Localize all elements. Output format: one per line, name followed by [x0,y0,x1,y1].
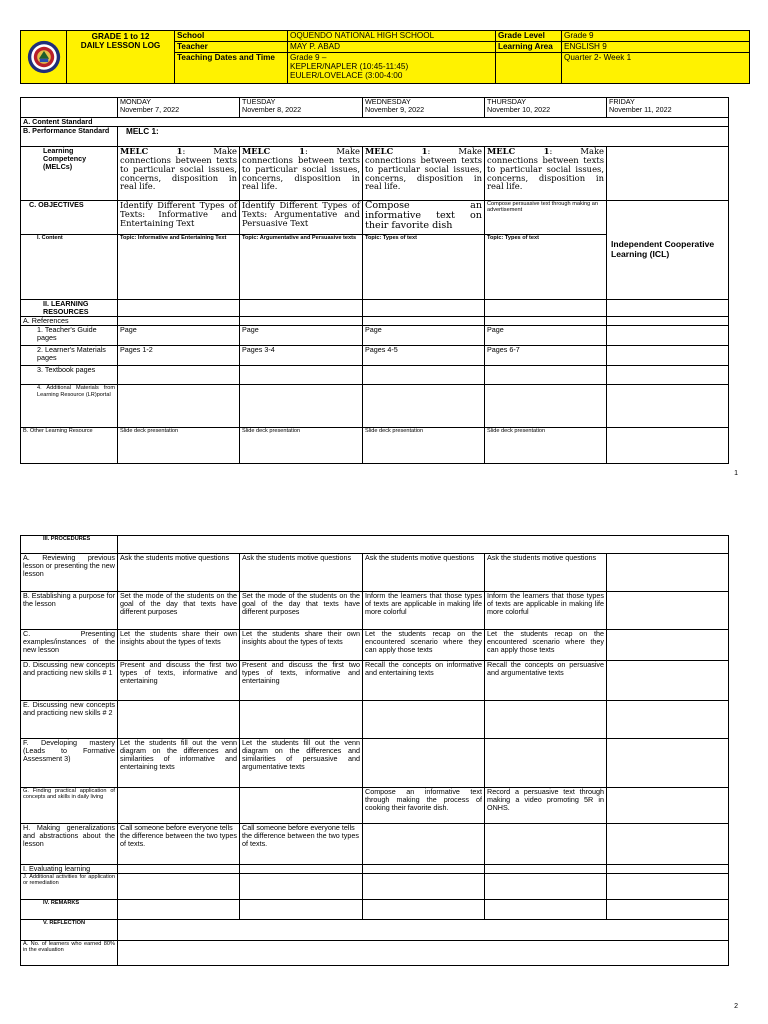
school-seal-icon [27,40,61,74]
day-wednesday [363,98,485,118]
other-value: Slide deck presentation [240,428,363,464]
proc-c-wednesday: Let the students recap on the encountered scenario where they can apply those texts [363,630,485,661]
melc-cell [363,147,485,201]
day-date: November 11, 2022 [609,105,672,115]
proc-e-label: E. Discussing new concepts and practicing new skills # 2 [21,701,118,739]
proc-i-label: I. Evaluating learning [21,865,118,874]
melc-prefix: MELC 1 [365,146,428,157]
topic-thursday: Topic: Types of text [485,235,607,300]
melc-cell [485,147,607,201]
objectives-label: C. OBJECTIVES [21,201,118,235]
days-header-row [21,98,729,118]
quarter-label-cell [496,53,562,84]
proc-a-thursday: Ask the students motive questions [485,554,607,592]
blank-corner [21,98,118,118]
learner-value: Pages 1-2 [118,346,240,366]
proc-j-label: J. Additional activities for application or remediation [21,874,118,900]
grade-level-label: Grade Level [496,31,562,42]
page-number-1: 1 [734,470,738,477]
day-name: TUESDAY [242,97,276,106]
other-value: Slide deck presentation [118,428,240,464]
other-value: Slide deck presentation [485,428,607,464]
lesson-plan-table-page1 [20,97,729,464]
teacher-label: Teacher [175,42,288,53]
reflection-a-label: A. No. of learners who earned 80% in the evaluation [21,941,118,966]
melc-prefix: MELC 1 [487,146,550,157]
day-date: November 9, 2022 [365,105,425,115]
proc-d-label: D. Discussing new concepts and practicing new skills # 1 [21,661,118,701]
remarks-label: IV. REMARKS [21,900,118,920]
teacher-value: MAY P. ABAD [288,42,496,53]
competency-label: Learning Competency (MELCs) [21,147,118,201]
proc-h-tuesday: Call someone before everyone tells the difference between the two types of texts. [240,824,363,865]
day-tuesday [240,98,363,118]
day-date: November 8, 2022 [242,105,302,115]
day-date: November 7, 2022 [120,105,180,115]
quarter-value: Quarter 2- Week 1 [562,53,750,84]
proc-f-label: F. Developing mastery (Leads to Formative Assessment 3) [21,739,118,788]
learning-area-label: Learning Area [496,42,562,53]
school-label: School [175,31,288,42]
proc-c-tuesday: Let the students share their own insights about the types of texts [240,630,363,661]
other-value: Slide deck presentation [363,428,485,464]
references-label: A. References [21,317,118,326]
teachers-guide-label: 1. Teacher's Guide pages [21,326,118,346]
day-thursday [485,98,607,118]
dates-grade: Grade 9 – [290,53,327,63]
proc-f-tuesday: Let the students fill out the venn diagram on the differences and similarities of persuasive and argumentative texts [240,739,363,788]
learner-value: Pages 3-4 [240,346,363,366]
grades-label: GRADE 1 to 12 [91,32,150,41]
proc-a-tuesday: Ask the students motive questions [240,554,363,592]
proc-a-monday: Ask the students motive questions [118,554,240,592]
additional-materials-label: 4. Additional Materials from Learning Resource (LR)portal [21,385,118,428]
topic-wednesday: Topic: Types of text [363,235,485,300]
doc-heading [67,31,175,84]
learning-area-value: ENGLISH 9 [562,42,750,53]
guide-value: Page [118,326,240,346]
proc-b-thursday: Inform the learners that those types of texts are applicable in making life more colorful [485,592,607,630]
objective-wednesday: Compose an informative text on their favorite dish [363,201,485,235]
content-label: I. Content [21,235,118,300]
school-value: OQUENDO NATIONAL HIGH SCHOOL [288,31,496,42]
day-name: WEDNESDAY [365,97,411,106]
lesson-plan-table-page2 [20,535,729,966]
melc-text: : Make connections between texts to particular social issues, concerns, disposition in real life. [487,146,604,192]
guide-value: Page [485,326,607,346]
melc-prefix: MELC 1 [242,146,305,157]
content-standard-row: A. Content Standard [21,118,729,127]
proc-c-thursday: Let the students recap on the encountered scenario where they can apply those texts [485,630,607,661]
melc-cell-friday [607,147,729,201]
proc-b-tuesday: Set the mode of the students on the goal of the day that texts have different purposes [240,592,363,630]
proc-g-thursday: Record a persuasive text through making a video promoting 5R in ONHS. [485,788,607,824]
melc-text: : Make connections between texts to particular social issues, concerns, disposition in real life. [365,146,482,192]
dates-section-2: EULER/LOVELACE (3:00-4:00 [290,71,403,81]
proc-b-wednesday: Inform the learners that those types of texts are applicable in making life more colorful [363,592,485,630]
proc-d-monday: Present and discuss the first two types of texts, informative and entertaining [118,661,240,701]
objective-tuesday: Identify Different Types of Texts: Argumentative and Persuasive Text [240,201,363,235]
proc-c-monday: Let the students share their own insights about the types of texts [118,630,240,661]
day-friday [607,98,729,118]
proc-f-monday: Let the students fill out the venn diagram on the differences and similarities of informative and entertaining texts [118,739,240,788]
doc-title: DAILY LESSON LOG [80,41,161,51]
proc-a-label: A. Reviewing previous lesson or presenting the new lesson [21,554,118,592]
topic-monday: Topic: Informative and Entertaining Text [118,235,240,300]
melc-text: : Make connections between texts to particular social issues, concerns, disposition in real life. [242,146,360,192]
guide-value: Page [363,326,485,346]
proc-g-wednesday: Compose an informative text through making the process of cooking their favorite dish. [363,788,485,824]
textbook-label: 3. Textbook pages [21,366,118,385]
grade-level-value: Grade 9 [562,31,750,42]
day-date: November 10, 2022 [487,105,551,115]
proc-a-wednesday: Ask the students motive questions [363,554,485,592]
proc-g-label: G. Finding practical application of concepts and skills in daily living [21,788,118,824]
dates-section-1: KEPLER/NAPLER (10:45-11:45) [290,62,409,72]
reflection-label: V. REFLECTION [21,920,118,941]
day-monday [118,98,240,118]
other-resource-label: B. Other Learning Resource [21,428,118,464]
performance-standard-label: B. Performance Standard [21,127,118,147]
proc-h-label: H. Making generalizations and abstractions about the lesson [21,824,118,865]
proc-d-tuesday: Present and discuss the first two types of texts, informative and entertaining [240,661,363,701]
topic-tuesday: Topic: Argumentative and Persuasive texts [240,235,363,300]
melc-header: MELC 1: [118,127,729,147]
melc-prefix: MELC 1 [120,146,183,157]
day-name: MONDAY [120,97,152,106]
proc-h-monday: Call someone before everyone tells the difference between the two types of texts. [118,824,240,865]
objective-thursday: Compose persuasive text through making an advertisement [485,201,607,235]
school-seal [21,31,67,84]
learners-materials-label: 2. Learner's Materials pages [21,346,118,366]
guide-value: Page [240,326,363,346]
proc-d-thursday: Recall the concepts on persuasive and argumentative texts [485,661,607,701]
objective-monday: Identify Different Types of Texts: Informative and Entertaining Text [118,201,240,235]
procedures-label: III. PROCEDURES [21,536,118,554]
dates-label: Teaching Dates and Time [175,53,288,84]
melc-text: : Make connections between texts to particular social issues, concerns, disposition in real life. [120,146,237,192]
learner-value: Pages 6-7 [485,346,607,366]
learner-value: Pages 4-5 [363,346,485,366]
friday-activity: Independent Cooperative Learning (ICL) [607,201,729,300]
day-name: FRIDAY [609,97,635,106]
proc-d-wednesday: Recall the concepts on informative and entertaining texts [363,661,485,701]
dll-header [20,30,750,84]
melc-cell [118,147,240,201]
learning-resources-label: II. LEARNING RESOURCES [21,300,118,317]
page-number-2: 2 [734,1003,738,1010]
proc-c-label: C. Presenting examples/instances of the new lesson [21,630,118,661]
dates-value [288,53,496,84]
day-name: THURSDAY [487,97,527,106]
proc-b-monday: Set the mode of the students on the goal of the day that texts have different purposes [118,592,240,630]
melc-cell [240,147,363,201]
proc-b-label: B. Establishing a purpose for the lesson [21,592,118,630]
